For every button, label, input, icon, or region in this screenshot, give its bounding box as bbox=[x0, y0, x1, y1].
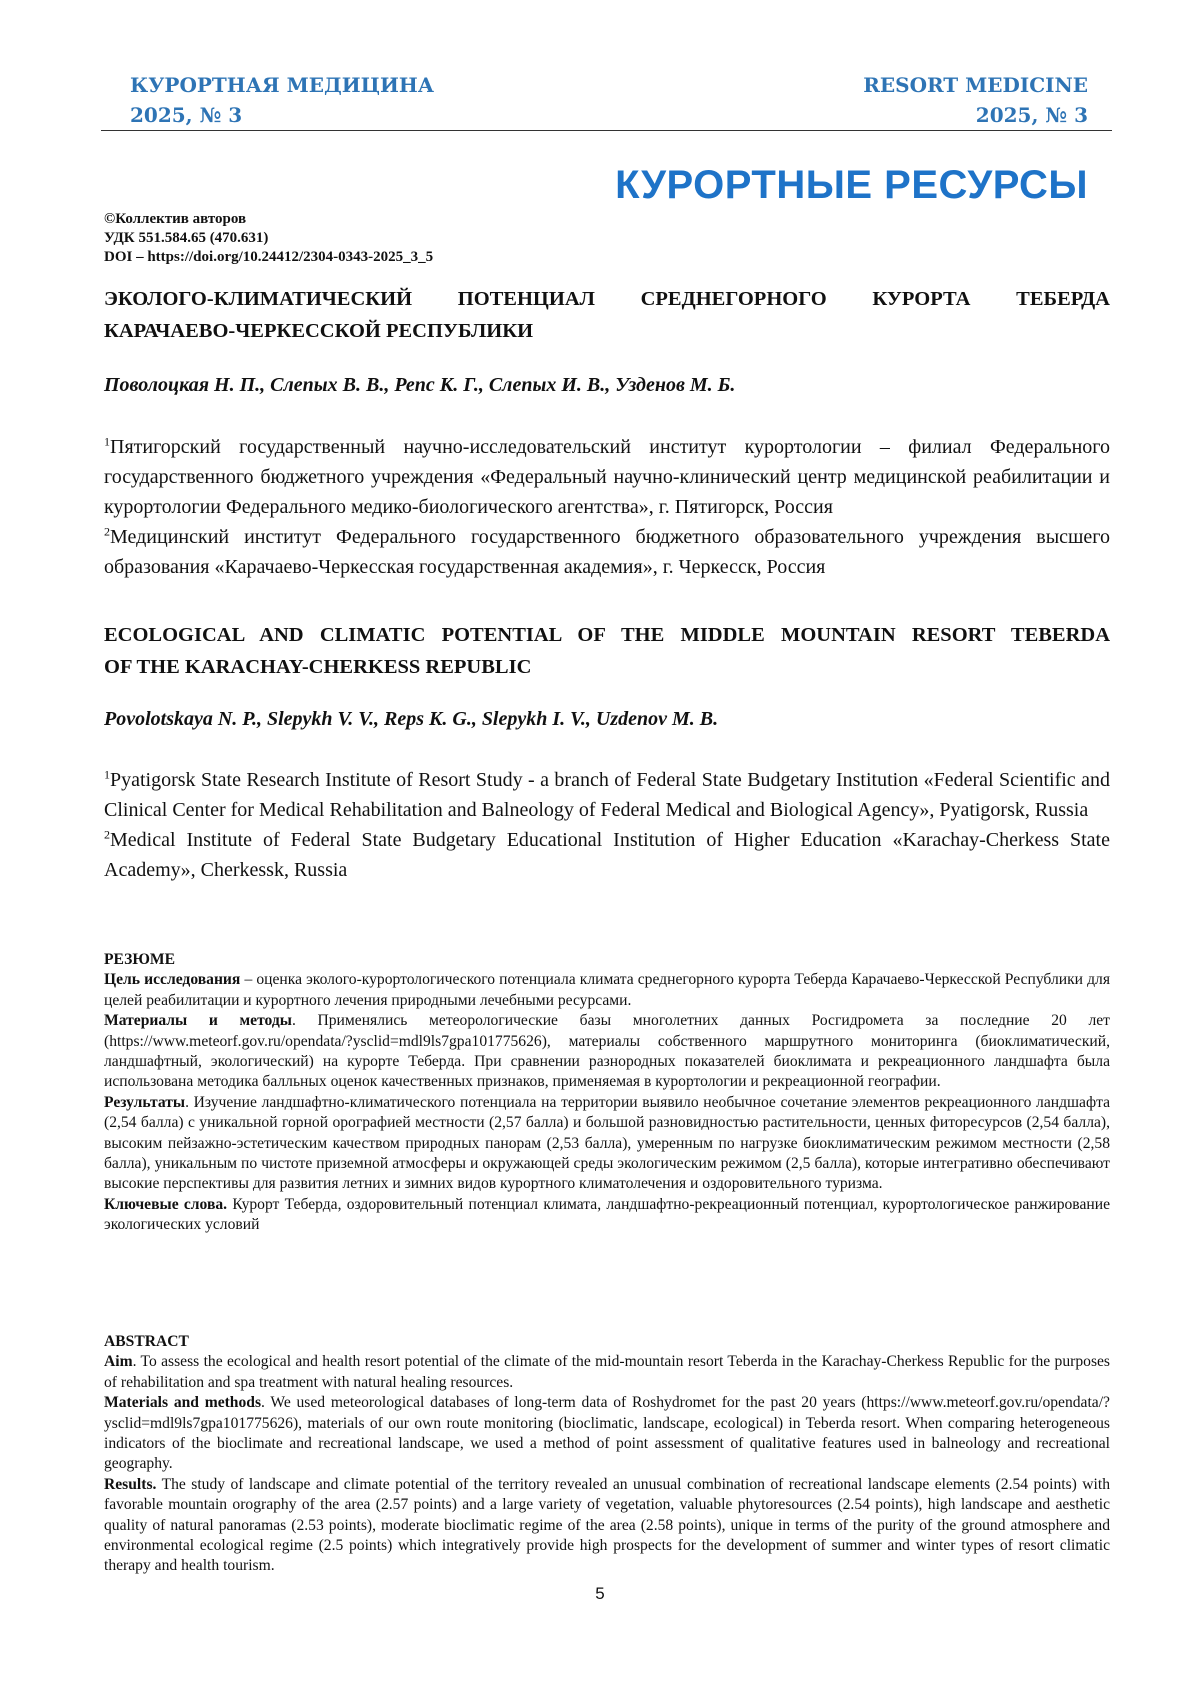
journal-header-ru bbox=[130, 70, 434, 130]
affiliation-text: Пятигорский государственный научно-исследовательский институт курортологии – филиал Федерального государственного бюджетного учреждения «Федеральный научно-клинический центр медицинской реабилитации и курортологии Федерального медико-биологического агентства», г. Пятигорск, Россия bbox=[104, 436, 1110, 518]
header-divider bbox=[101, 130, 1112, 131]
resume-keywords-label: Ключевые слова. bbox=[104, 1196, 227, 1213]
journal-name-ru: КУРОРТНАЯ МЕДИЦИНА bbox=[130, 70, 434, 100]
article-title-en bbox=[104, 619, 1110, 683]
page-number: 5 bbox=[0, 1584, 1200, 1604]
abstract-aim-text: . To assess the ecological and health resort potential of the climate of the mid-mountain resort Teberda in the Karachay-Cherkess Republic for the purposes of rehabilitation and spa treatment with natural healing resources. bbox=[104, 1353, 1110, 1390]
resume-aim-text: – оценка эколого-курортологического потенциала климата среднегорного курорта Теберда Карачаево-Черкесской Республики для целей реабилитации и курортного лечения природными лечебными ресурсами. bbox=[104, 971, 1110, 1008]
udc-code: УДК 551.584.65 (470.631) bbox=[104, 229, 433, 248]
authors-ru: Поволоцкая Н. П., Слепых В. В., Репс К. Г., Слепых И. В., Узденов М. Б. bbox=[104, 374, 1110, 397]
resume-keywords-text: Курорт Теберда, оздоровительный потенциал климата, ландшафтно-рекреационный потенциал, курортологическое ранжирование экологических условий bbox=[104, 1196, 1110, 1233]
abstract-aim bbox=[104, 1352, 1110, 1393]
affiliation-en-2 bbox=[104, 825, 1110, 885]
affiliation-en-1 bbox=[104, 765, 1110, 825]
doi-link[interactable]: DOI – https://doi.org/10.24412/2304-0343-2025_3_5 bbox=[104, 248, 433, 267]
abstract-results-text: The study of landscape and climate potential of the territory revealed an unusual combination of recreational landscape elements (2.54 points) with favorable mountain orography of the area (2.57 points) and a large variety of vegetation, valuable phytoresources (2.54 points), high landscape and aesthetic quality of natural panoramas (2.53 points), moderate bioclimatic regime of the area (2.58 points), unique in terms of the purity of the ground atmosphere and environmental ecological regime (2.5 points) which integratively provide high prospects for the development of summer and winter types of resort climatic therapy and health tourism. bbox=[104, 1476, 1110, 1575]
affiliation-marker: 1 bbox=[104, 767, 110, 781]
title-ru-line1: ЭКОЛОГО-КЛИМАТИЧЕСКИЙ ПОТЕНЦИАЛ СРЕДНЕГОРНОГО КУРОРТА ТЕБЕРДА bbox=[104, 283, 1110, 315]
affiliations-en bbox=[104, 765, 1110, 885]
resume-keywords bbox=[104, 1195, 1110, 1236]
resume-heading: РЕЗЮМЕ bbox=[104, 950, 1110, 970]
affiliation-ru-1 bbox=[104, 432, 1110, 522]
abstract-aim-label: Aim bbox=[104, 1353, 133, 1370]
affiliation-ru-2 bbox=[104, 522, 1110, 582]
abstract-methods-label: Materials and methods bbox=[104, 1394, 261, 1411]
copyright: ©Коллектив авторов bbox=[104, 210, 433, 229]
resume-results-text: . Изучение ландшафтно-климатического потенциала на территории выявило необычное сочетание элементов рекреационного ландшафта (2,54 балла) с уникальной горной орографией местности (2,57 балла) и большой разновидностью растительности, ценных фиторесурсов (2,54 балла), высоким пейзажно-эстетическим качеством природных панорам (2,53 балла), умеренным по нагрузке биоклиматическим режимом местности (2,58 балла), уникальным по чистоте приземной атмосферы и окружающей среды экологическим режимом (2,5 балла), которые интегративно обеспечивают высокие перспективы для развития летних и зимних видов курортного климатолечения и оздоровительного туризма. bbox=[104, 1094, 1110, 1193]
article-meta bbox=[104, 210, 433, 267]
affiliation-text: Pyatigorsk State Research Institute of Resort Study - a branch of Federal State Budgetary Institution «Federal Scientific and Clinical Center for Medical Rehabilitation and Balneology of Federal Medical and Biological Agency», Pyatigorsk, Russia bbox=[104, 769, 1110, 821]
journal-issue-ru: 2025, № 3 bbox=[130, 100, 434, 130]
resume-ru bbox=[104, 950, 1110, 1236]
abstract-results bbox=[104, 1475, 1110, 1577]
affiliation-marker: 2 bbox=[104, 827, 110, 841]
resume-results-label: Результаты bbox=[104, 1094, 185, 1111]
abstract-methods-text: . We used meteorological databases of long-term data of Roshydromet for the past 20 years (https://www.meteorf.gov.ru/opendata/?ysclid=mdl9ls7gpa101775626), materials of our own route monitoring (bioclimatic, landscape, ecological) in Teberda resort. When comparing heterogeneous indicators of the bioclimate and recreational landscape, we used a method of point assessment of qualitative features used in balneology and recreational geography. bbox=[104, 1394, 1110, 1472]
abstract-heading: ABSTRACT bbox=[104, 1332, 1110, 1352]
title-en-line1: ECOLOGICAL AND CLIMATIC POTENTIAL OF THE MIDDLE MOUNTAIN RESORT TEBERDA bbox=[104, 619, 1110, 651]
resume-aim-label: Цель исследования bbox=[104, 971, 240, 988]
resume-methods bbox=[104, 1011, 1110, 1093]
resume-methods-label: Материалы и методы bbox=[104, 1012, 292, 1029]
article-title-ru bbox=[104, 283, 1110, 347]
affiliation-text: Medical Institute of Federal State Budgetary Educational Institution of Higher Education «Karachay-Cherkess State Academy», Cherkessk, Russia bbox=[104, 829, 1110, 881]
resume-results bbox=[104, 1093, 1110, 1195]
affiliation-marker: 2 bbox=[104, 524, 110, 538]
resume-methods-text: . Применялись метеорологические базы многолетних данных Росгидромета за последние 20 лет (https://www.meteorf.gov.ru/opendata/?ysclid=mdl9ls7gpa101775626), материалы собственного маршрутного мониторинга (биоклиматический, ландшафтный, экологический) на курорте Теберда. При сравнении разнородных показателей биоклимата и рекреационного ландшафта была использована методика балльных оценок качественных признаков, применяемая в курортологии и рекреационной географии. bbox=[104, 1012, 1110, 1090]
abstract-en bbox=[104, 1332, 1110, 1577]
affiliation-marker: 1 bbox=[104, 434, 110, 448]
title-ru-line2: КАРАЧАЕВО-ЧЕРКЕССКОЙ РЕСПУБЛИКИ bbox=[104, 315, 1110, 347]
journal-header-en bbox=[863, 70, 1088, 130]
title-en-line2: OF THE KARACHAY-CHERKESS REPUBLIC bbox=[104, 651, 1110, 683]
abstract-results-label: Results. bbox=[104, 1476, 156, 1493]
journal-name-en: RESORT MEDICINE bbox=[863, 70, 1088, 100]
section-title: КУРОРТНЫЕ РЕСУРСЫ bbox=[615, 163, 1088, 208]
authors-en: Povolotskaya N. P., Slepykh V. V., Reps K. G., Slepykh I. V., Uzdenov M. B. bbox=[104, 708, 1110, 731]
journal-issue-en: 2025, № 3 bbox=[863, 100, 1088, 130]
abstract-methods bbox=[104, 1393, 1110, 1475]
affiliations-ru bbox=[104, 432, 1110, 582]
resume-aim bbox=[104, 970, 1110, 1011]
affiliation-text: Медицинский институт Федерального государственного бюджетного образовательного учреждения высшего образования «Карачаево-Черкесская государственная академия», г. Черкесск, Россия bbox=[104, 526, 1110, 578]
